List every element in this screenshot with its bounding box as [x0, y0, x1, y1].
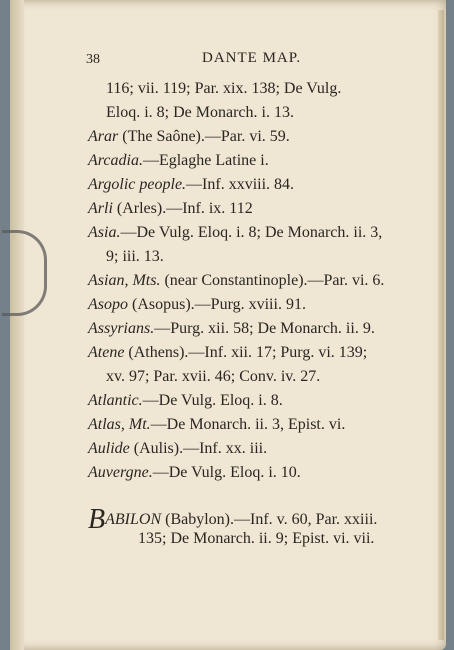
- entry-line: [88, 440, 267, 458]
- entry-text: —Inf. xxviii. 84.: [186, 176, 295, 193]
- entry-term: Asopo: [88, 296, 128, 313]
- entry-line: [88, 176, 294, 194]
- entry-term: Assyrians.: [88, 320, 155, 337]
- entry-line: [106, 248, 164, 266]
- drop-cap: B: [88, 504, 106, 535]
- entry-term: Atlantic.: [88, 392, 143, 409]
- entry-text: (Asopus).—Purg. xviii. 91.: [128, 296, 306, 313]
- entry-text: —De Vulg. Eloq. i. 10.: [152, 464, 301, 481]
- entry-text: —De Vulg. Eloq. i. 8.: [142, 392, 283, 409]
- entry-line: [106, 80, 341, 98]
- entry-line: [88, 272, 384, 290]
- entry-line: [88, 344, 367, 362]
- entry-term: Atlas, Mt.: [88, 416, 151, 433]
- page-number: 38: [86, 52, 100, 67]
- entry-line: [88, 224, 382, 242]
- entry-text: (The Saône).—Par. vi. 59.: [118, 128, 290, 145]
- entry-line: [88, 416, 345, 434]
- entry-text: —De Monarch. ii. 3, Epist. vi.: [150, 416, 346, 433]
- entry-term: Arar: [88, 128, 119, 145]
- page-edge: [438, 10, 444, 640]
- entry-line: [88, 128, 290, 146]
- entry-text: (near Constantinople).—Par. vi. 6.: [160, 272, 385, 289]
- entry-text: (Babylon).—Inf. v. 60, Par. xxiii.: [161, 511, 378, 528]
- entry-term: Aulide: [88, 440, 130, 457]
- entry-text: —Purg. xii. 58; De Monarch. ii. 9.: [154, 320, 375, 337]
- entry-term: Asian, Mts.: [88, 272, 161, 289]
- entry-line: [88, 392, 283, 410]
- entry-text: xv. 97; Par. xvii. 46; Conv. iv. 27.: [106, 368, 321, 385]
- paper-clip: [2, 230, 47, 316]
- entry-text: (Athens).—Inf. xii. 17; Purg. vi. 139;: [124, 344, 368, 361]
- entry-line: [88, 200, 253, 218]
- entry-line: [106, 104, 294, 122]
- entry-term: Atene: [88, 344, 125, 361]
- entry-term: Argolic people.: [88, 176, 187, 193]
- entry-text: Eloq. i. 8; De Monarch. i. 13.: [106, 104, 294, 121]
- entry-line: [88, 320, 375, 338]
- running-title: DANTE MAP.: [202, 50, 302, 66]
- entry-line: [88, 296, 306, 314]
- section-b-continuation: [138, 530, 374, 548]
- entry-term: Arcadia.: [88, 152, 143, 169]
- entry-line: [106, 368, 320, 386]
- entry-text: —Eglaghe Latine i.: [142, 152, 269, 169]
- entry-term: Arli: [88, 200, 113, 217]
- entry-text: (Aulis).—Inf. xx. iii.: [129, 440, 268, 457]
- entry-text: 135; De Monarch. ii. 9; Epist. vi. vii.: [138, 530, 375, 547]
- entry-line: [88, 152, 269, 170]
- entry-term: Auvergne.: [88, 464, 153, 481]
- entry-text: 9; iii. 13.: [106, 248, 164, 265]
- page-gutter: [10, 0, 24, 650]
- entry-text: —De Vulg. Eloq. i. 8; De Monarch. ii. 3,: [120, 224, 383, 241]
- entry-term: ABILON: [105, 511, 162, 528]
- entry-text: 116; vii. 119; Par. xix. 138; De Vulg.: [106, 80, 342, 97]
- entry-text: (Arles).—Inf. ix. 112: [112, 200, 253, 217]
- entry-term: Asia.: [88, 224, 121, 241]
- entry-line: [88, 464, 301, 482]
